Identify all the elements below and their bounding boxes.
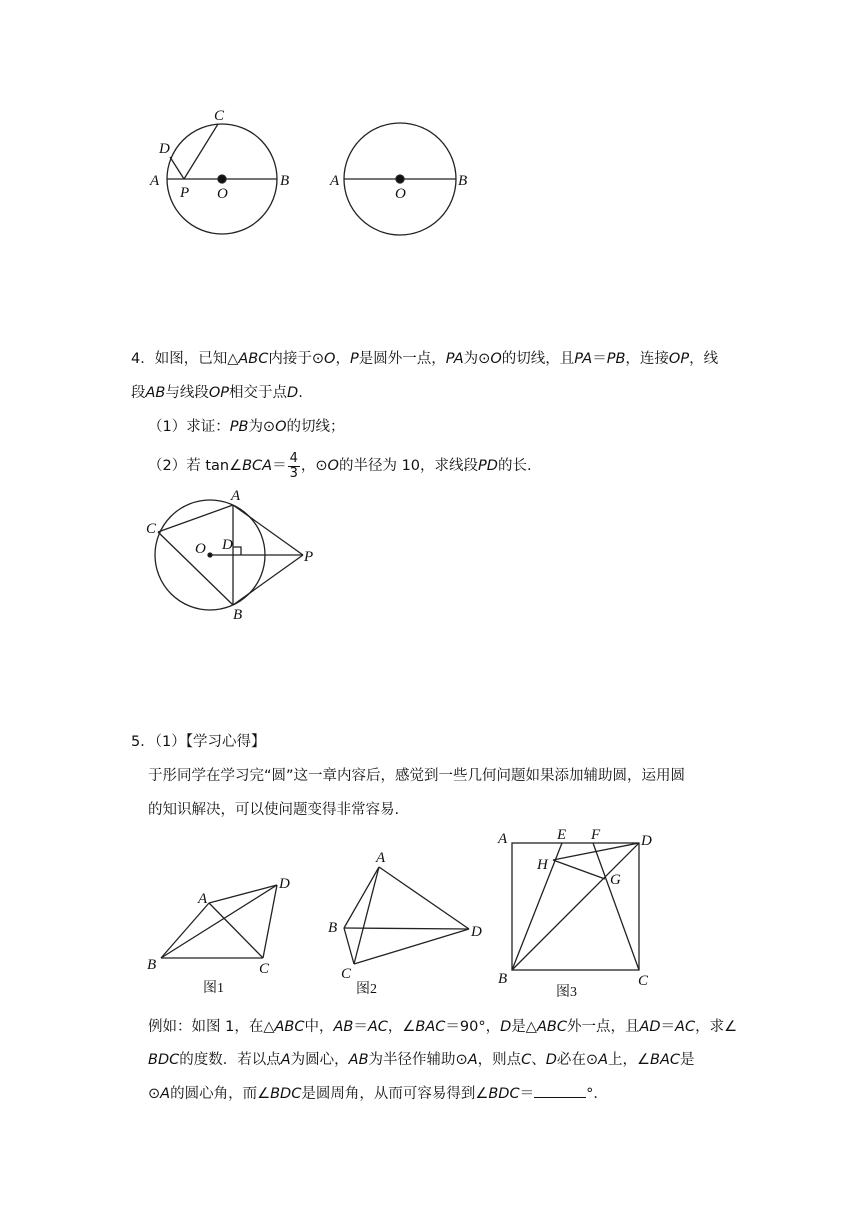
q5-math: BDC	[270, 1086, 302, 1102]
center-dot-left	[218, 175, 226, 183]
q4-figure	[155, 500, 303, 610]
q4-text: ＝	[592, 351, 607, 367]
q5-math: AC	[675, 1019, 696, 1035]
q5-text: ，∠	[387, 1019, 416, 1035]
fig2-cd	[354, 929, 469, 964]
q4-math: PA	[445, 351, 464, 367]
q4-math: AB	[145, 385, 166, 401]
fig1-label-d: D	[279, 876, 290, 892]
q5-text: 为半径作辅助⊙	[368, 1052, 468, 1068]
center-dot-right	[396, 175, 404, 183]
q4-math: PB	[229, 419, 249, 435]
q4-math: P	[349, 351, 359, 367]
q5-math: ABC	[536, 1019, 567, 1035]
q5-text: 为圆心，	[290, 1052, 349, 1068]
q4-text: ，连接	[625, 351, 669, 367]
q4-math: PB	[606, 351, 626, 367]
q5-math: A	[160, 1086, 171, 1102]
top-figure-right	[344, 123, 456, 235]
q4-line-2	[131, 383, 303, 403]
q4-text: （1）求证：	[148, 419, 230, 435]
q5-text: 是△	[511, 1019, 537, 1035]
q4-text: 4．如图，已知△	[131, 351, 239, 367]
q4-text: ，线	[689, 351, 719, 367]
q5-text: ＝	[519, 1086, 535, 1102]
q5-math: AB	[333, 1019, 354, 1035]
label-o-right: O	[395, 186, 406, 202]
q5-math: AC	[367, 1019, 388, 1035]
q4-math: O	[275, 419, 287, 435]
label-a: A	[150, 173, 160, 189]
q4-math: O	[490, 351, 502, 367]
label-b: B	[280, 173, 290, 189]
label-b-right: B	[458, 173, 468, 189]
q5-text: 是圆周角，从而可容易得到∠	[301, 1086, 489, 1102]
q4-text: 为⊙	[248, 419, 276, 435]
label-a-right: A	[330, 173, 340, 189]
segment-pc	[184, 124, 218, 179]
q5-text: 是	[680, 1052, 695, 1068]
q4-line-3	[148, 417, 345, 437]
q4-text: 相交于点	[229, 385, 288, 401]
q5-math: AD	[639, 1019, 661, 1035]
q4-text: 段	[131, 385, 146, 401]
q5-line-2: 于彤同学在学习完“圆”这一章内容后，感觉到一些几何问题如果添加辅助圆，运用圆	[148, 768, 686, 784]
q5-text: ⊙	[148, 1086, 161, 1102]
q4-label-b: B	[233, 607, 243, 623]
fig1-caption: 图1	[203, 981, 224, 996]
fig3-label-f: F	[591, 827, 601, 843]
fig1-ad	[209, 885, 277, 903]
q4-text: 的长.	[497, 458, 532, 474]
label-d: D	[159, 141, 170, 157]
q5-text: ＝	[660, 1019, 676, 1035]
label-p: P	[180, 185, 190, 201]
q5-math: C	[521, 1052, 532, 1068]
q4-math: PA	[574, 351, 593, 367]
q5-text: 中，	[304, 1019, 334, 1035]
fig1-label-a: A	[198, 891, 208, 907]
fig3-label-a: A	[498, 831, 508, 847]
q4-line-4	[148, 451, 532, 481]
q5-math: BDC	[148, 1052, 180, 1068]
fig3-hg	[553, 860, 605, 879]
q4-text: 为⊙	[463, 351, 491, 367]
q5-math: BDC	[488, 1086, 520, 1102]
fig2-label-d: D	[471, 924, 482, 940]
q5-text: 必在⊙	[556, 1052, 599, 1068]
fig3-label-b: B	[498, 971, 508, 987]
fig1-label-c: C	[259, 961, 270, 977]
segment-ap	[233, 505, 303, 555]
fig3-label-g: G	[610, 872, 621, 888]
label-c: C	[214, 108, 225, 124]
q4-math: BCA	[242, 458, 273, 474]
fig1-bd	[161, 885, 277, 958]
answer-blank[interactable]	[534, 1083, 586, 1098]
q4-text: 内接于⊙	[268, 351, 325, 367]
fig2-label-a: A	[376, 850, 386, 866]
fig2-label-b: B	[328, 920, 338, 936]
q4-math: O	[327, 458, 339, 474]
q4-text: ，	[335, 351, 350, 367]
fraction-numerator: 4	[289, 450, 298, 466]
q4-line-1	[131, 349, 718, 369]
q5-text: 外一点，且	[566, 1019, 640, 1035]
q5-text: 例如：如图 1，在△	[148, 1019, 275, 1035]
q5-text: ＝	[353, 1019, 368, 1035]
q5-example-line-1	[148, 1017, 737, 1037]
q4-label-p: P	[304, 549, 314, 565]
q5-text: 、	[531, 1052, 546, 1068]
q4-math: O	[324, 351, 336, 367]
q5-example-line-2	[148, 1050, 695, 1070]
fig1-cd	[263, 885, 277, 958]
q4-text: 的半径为 10，求线段	[338, 458, 479, 474]
segment-bp	[233, 555, 303, 605]
q5-text: °．	[586, 1086, 608, 1102]
fig2-bc	[344, 928, 354, 964]
q5-math: AB	[348, 1052, 369, 1068]
q4-math: PD	[478, 458, 498, 474]
fraction-4-3	[288, 452, 300, 481]
q4-text: ＝	[272, 458, 287, 474]
fig3-label-e: E	[557, 827, 567, 843]
q4-math: OP	[208, 385, 230, 401]
right-angle-mark	[233, 547, 241, 555]
q4-label-a: A	[231, 488, 241, 504]
fraction-denominator: 3	[289, 465, 298, 481]
fig3-caption: 图3	[556, 985, 577, 1000]
q5-text: ＝90°，	[445, 1019, 501, 1035]
q5-math: D	[500, 1019, 512, 1035]
fig2-ac	[354, 867, 379, 964]
q4-text: .	[298, 385, 303, 401]
q5-math: BAC	[415, 1019, 446, 1035]
q5-text: ，求∠	[695, 1019, 738, 1035]
q5-text: ，则点	[477, 1052, 522, 1068]
fig1-ba	[161, 903, 209, 958]
q5-text: 的度数．若以点	[179, 1052, 281, 1068]
q4-text: ，⊙	[300, 458, 328, 474]
q5-math: BAC	[650, 1052, 680, 1068]
fig3-label-d: D	[641, 833, 652, 849]
q4-label-o: O	[195, 541, 206, 557]
fig2-caption: 图2	[356, 982, 377, 997]
q5-math: ABC	[274, 1019, 305, 1035]
q5-example-line-3	[148, 1083, 608, 1104]
center-dot-q4	[208, 553, 212, 557]
q5-math: A	[280, 1052, 291, 1068]
fig2-ad	[379, 867, 469, 929]
q4-math: D	[287, 385, 299, 401]
fig2-label-c: C	[341, 966, 352, 982]
q5-math: D	[545, 1052, 557, 1068]
label-o: O	[217, 186, 228, 202]
q4-text: 的切线，且	[501, 351, 575, 367]
q5-line-1: 5．（1）【学习心得】	[131, 734, 266, 750]
fig3-fc	[593, 843, 639, 970]
q4-math: OP	[668, 351, 690, 367]
q5-text: 的圆心角，而∠	[170, 1086, 271, 1102]
q4-label-d: D	[222, 537, 233, 553]
q4-text: （2）若 tan∠	[148, 458, 243, 474]
q5-text: 上，∠	[608, 1052, 650, 1068]
fig3-label-h: H	[537, 857, 548, 873]
q4-text: 是圆外一点，	[358, 351, 446, 367]
q5-math: A	[598, 1052, 608, 1068]
q4-math: ABC	[238, 351, 269, 367]
q5-fig2	[344, 867, 469, 964]
q4-text: 的切线；	[286, 419, 345, 435]
q5-fig1	[161, 885, 277, 958]
q4-text: 与线段	[165, 385, 209, 401]
fig3-label-c: C	[638, 973, 649, 989]
q5-fig3	[512, 843, 639, 970]
q4-label-c: C	[146, 521, 157, 537]
fig3-bd	[512, 843, 639, 970]
q5-math: A	[467, 1052, 478, 1068]
q5-line-3: 的知识解决，可以使问题变得非常容易.	[148, 802, 400, 818]
fig3-hd	[553, 843, 639, 860]
top-figure-left	[167, 124, 277, 234]
fig1-label-b: B	[147, 957, 157, 973]
fig2-ab	[344, 867, 379, 928]
segment-pd	[170, 157, 184, 179]
